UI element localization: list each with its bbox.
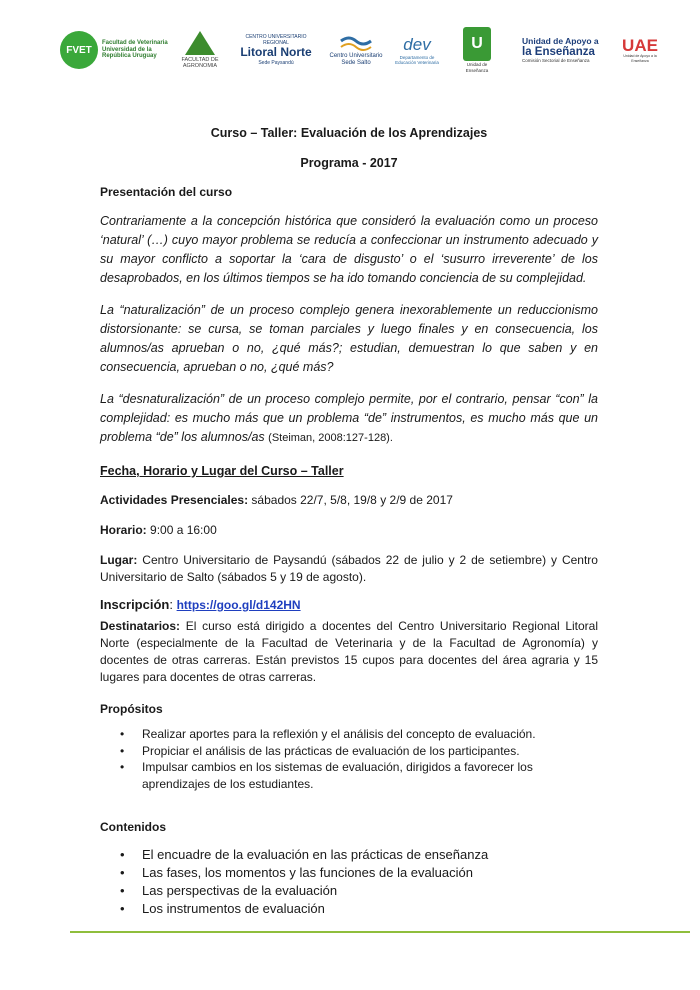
agronomia-emblem-icon: [185, 31, 215, 55]
lugar-line: [100, 552, 598, 586]
fvet-logo: [60, 22, 168, 78]
destinatarios-label: Destinatarios:: [100, 619, 181, 633]
horario-line: [100, 522, 598, 539]
litoral-norte-logo: [232, 22, 320, 78]
list-item: • Las fases, los momentos y las funciones de la evaluación: [100, 864, 598, 882]
horario-value: 9:00 a 16:00: [150, 523, 217, 537]
litoral-name: Litoral Norte: [240, 45, 312, 60]
actividades-value: sábados 22/7, 5/8, 19/8 y 2/9 de 2017: [251, 493, 453, 507]
page-subtitle: Programa - 2017: [300, 156, 398, 170]
quote-paragraph-2: La “naturalización” de un proceso complejo genera inexorablemente un reduccionismo distorsionante: se cursa, se toman parciales y luego finales y en consecuencia, los alumnos/as aprueban o no, ¿qué más?; estudian, demuestran lo que saben y en consecuencia, aprueban o no, ¿qué más?: [100, 303, 598, 374]
ue-text: Unidad de Enseñanza: [465, 62, 489, 73]
agronomia-text: FACULTAD DE AGRONOMIA: [181, 56, 219, 69]
list-item: • Realizar aportes para la reflexión y el análisis del concepto de evaluación.: [100, 726, 598, 743]
litoral-top: CENTRO UNIVERSITARIO REGIONAL: [245, 34, 307, 47]
propositos-heading: Propósitos: [100, 702, 163, 716]
propositos-list: [100, 726, 598, 792]
list-item: • El encuadre de la evaluación en las prácticas de enseñanza: [100, 846, 598, 864]
agronomia-logo: [172, 22, 228, 78]
salto-line2: Sede Salto: [341, 60, 371, 66]
salto-wave-icon: [339, 33, 373, 53]
list-item: • Impulsar cambios en los sistemas de evaluación, dirigidos a favorecer los aprendizajes de los estudiantes.: [100, 759, 598, 792]
document-body: [100, 126, 598, 918]
lugar-value: Centro Universitario de Paysandú (sábados 22 de julio y 2 de setiembre) y Centro Universitario de Salto (sábados 5 y 19 de agosto).: [100, 553, 598, 584]
litoral-sub: Sede Paysandú: [258, 59, 294, 66]
destinatarios-line: [100, 618, 598, 686]
page-title: Curso – Taller: Evaluación de los Aprendizajes: [210, 126, 488, 140]
contenidos-list: [100, 846, 598, 918]
destinatarios-value: El curso está dirigido a docentes del Centro Universitario Regional Litoral Norte (especialmente de la Facultad de Veterinaria y de la Facultad de Agronomía) y docentes de otras carreras. Están previstos 15 cupos para docentes del área agraria y 15 lugares para docentes de otras carreras.: [100, 619, 598, 684]
fvet-text: Facultad de Veterinaria Universidad de la República Uruguay: [102, 39, 168, 60]
list-item: • Propiciar el análisis de las prácticas de evaluación de los participantes.: [100, 743, 598, 760]
ue-mark: U: [463, 27, 491, 61]
inscripcion-link[interactable]: https://goo.gl/d142HN: [176, 598, 301, 612]
quote-3-text: La “desnaturalización” de un proceso complejo permite, por el contrario, pensar “con” la complejidad: es mucho más que un problema “de” instrumentos, es mucho más que un problema “de” los alumnos/as: [100, 392, 598, 444]
quote-citation: (Steiman, 2008:127-128).: [268, 432, 393, 444]
actividades-line: [100, 492, 598, 509]
quote-paragraph-1: Contrariamente a la concepción histórica que consideró la evaluación como un proceso ‘natural’ (…) cuyo mayor problema se reducía a confeccionar un instrumento adecuado y su mayor conflicto a soportar la ‘cara de disgusto’ o el ‘susurro irreverente’ de los desaprobados, en los últimos tiempos se ha ido tomando conciencia de su complejidad.: [100, 214, 598, 285]
fvet-mark: FVET: [60, 31, 98, 69]
dev-logo: [392, 22, 442, 78]
horario-label: Horario:: [100, 523, 147, 537]
footer-rule: [70, 931, 690, 933]
presentacion-heading: Presentación del curso: [100, 185, 233, 199]
uae-text: Unidad de Apoyo a la Enseñanza: [623, 54, 657, 63]
inscripcion-line: Inscripción: https://goo.gl/d142HN: [100, 597, 301, 612]
uae-logo: [620, 22, 660, 78]
fecha-heading: Fecha, Horario y Lugar del Curso – Taller: [100, 464, 344, 478]
apoyo-sub: Comisión Sectorial de Enseñanza: [522, 57, 590, 63]
quote-paragraph-3: [100, 390, 598, 448]
inscripcion-label: Inscripción: [100, 597, 170, 612]
unidad-apoyo-logo: [522, 22, 604, 78]
apoyo-line2: la Enseñanza: [522, 45, 595, 58]
salto-logo: [328, 22, 384, 78]
apoyo-line1: Unidad de Apoyo a: [522, 36, 599, 47]
dev-mark: dev: [403, 34, 431, 54]
logo-bar: [60, 22, 660, 80]
unidad-ensenanza-logo: [460, 22, 494, 78]
uae-mark: UAE: [622, 36, 658, 56]
actividades-label: Actividades Presenciales:: [100, 493, 249, 507]
salto-line1: Centro Universitario: [329, 53, 383, 60]
contenidos-heading: Contenidos: [100, 820, 166, 834]
dev-text: Departamento de Educación Veterinaria: [395, 54, 439, 65]
list-item: • Los instrumentos de evaluación: [100, 900, 598, 918]
lugar-label: Lugar:: [100, 553, 138, 567]
list-item: • Las perspectivas de la evaluación: [100, 882, 598, 900]
